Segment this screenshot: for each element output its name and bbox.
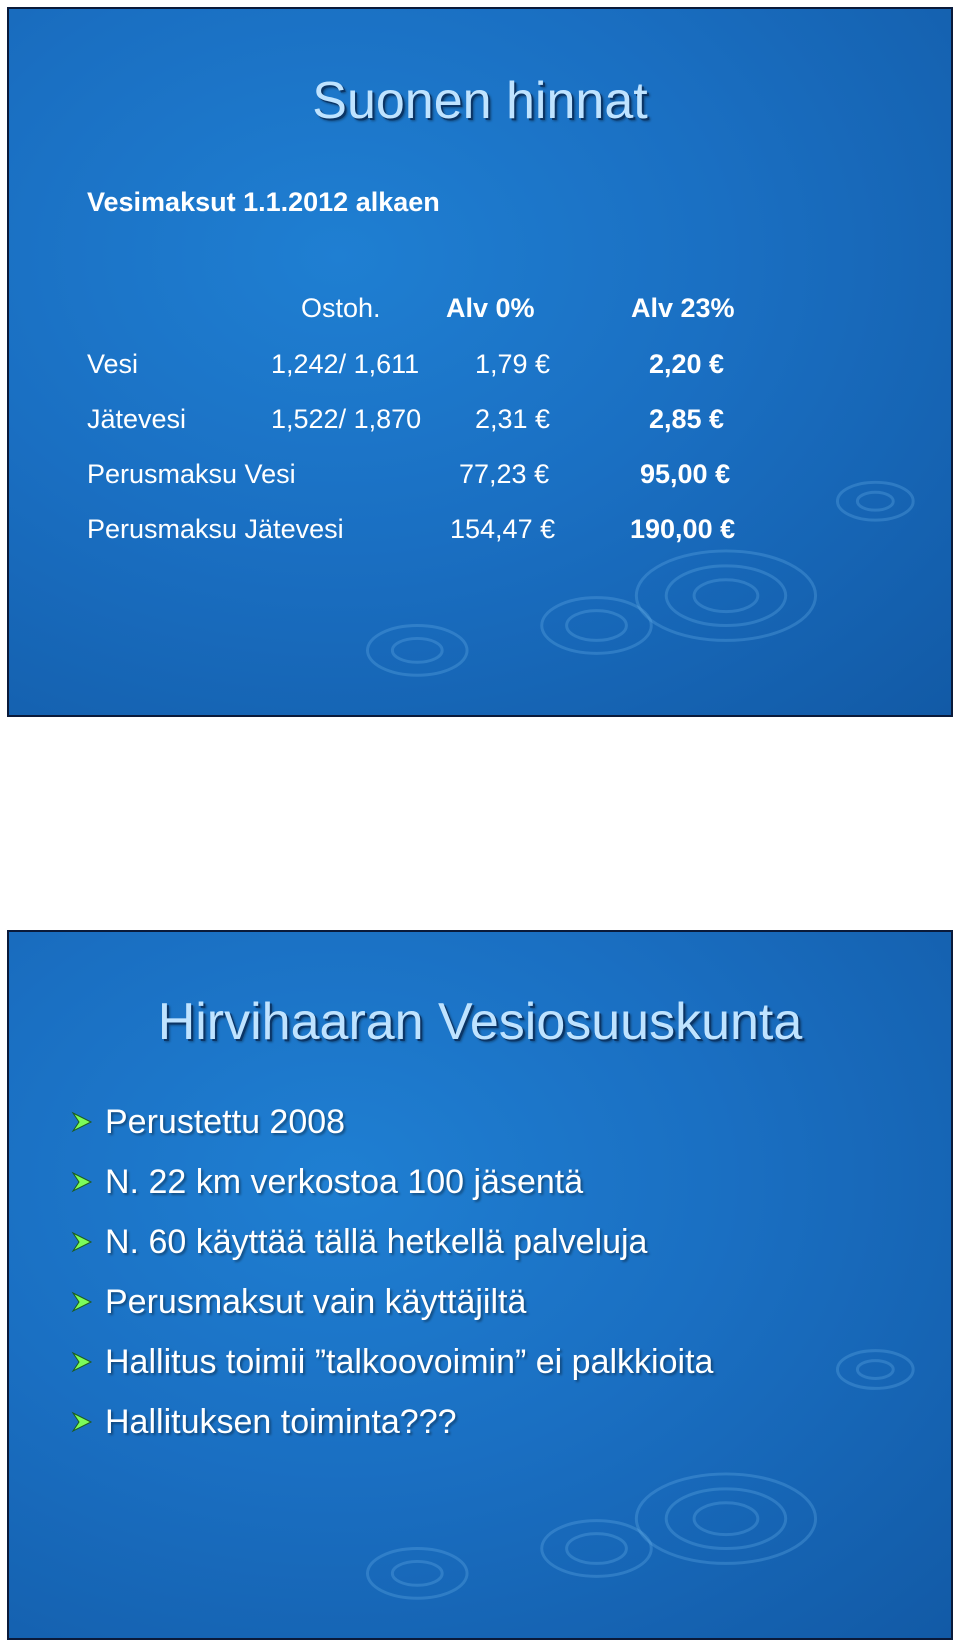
bullet-text: Hallitus toimii ”talkoovoimin” ei palkkioita <box>105 1342 714 1381</box>
slide-hirvihaaran-vesiosuuskunta <box>7 930 953 1640</box>
row-vat0: 2,31 € <box>475 404 551 434</box>
row-name: Perusmaksu Jätevesi <box>87 514 344 544</box>
bullet-text: N. 60 käyttää tällä hetkellä palveluja <box>105 1222 648 1261</box>
arrow-bullet-icon <box>71 1291 93 1313</box>
row-vat0: 154,47 € <box>450 514 556 544</box>
arrow-bullet-icon <box>71 1351 93 1373</box>
row-vat23: 190,00 € <box>630 514 736 544</box>
row-purchase: 1,242/ 1,611 <box>271 349 420 379</box>
row-vat0: 1,79 € <box>475 349 551 379</box>
bullet-text: Hallituksen toiminta??? <box>105 1402 457 1441</box>
list-item <box>71 1092 713 1152</box>
row-vat23: 2,85 € <box>649 404 725 434</box>
header-vat0: Alv 0% <box>446 293 535 323</box>
row-purchase: 1,522/ 1,870 <box>271 404 422 434</box>
header-purchase: Ostoh. <box>301 293 381 323</box>
list-item <box>71 1212 713 1272</box>
row-vat23: 95,00 € <box>640 459 731 489</box>
row-vat23: 2,20 € <box>649 349 725 379</box>
row-vat0: 77,23 € <box>459 459 550 489</box>
subtitle: Vesimaksut 1.1.2012 alkaen <box>87 187 440 217</box>
bullet-text: N. 22 km verkostoa 100 jäsentä <box>105 1162 584 1201</box>
arrow-bullet-icon <box>71 1231 93 1253</box>
header-vat23: Alv 23% <box>631 293 735 323</box>
page-title: Suonen hinnat <box>312 72 648 130</box>
bullet-text: Perusmaksut vain käyttäjiltä <box>105 1282 527 1321</box>
page-title: Hirvihaaran Vesiosuuskunta <box>157 993 803 1051</box>
list-item <box>71 1272 713 1332</box>
slide-suonen-hinnat <box>7 7 953 717</box>
arrow-bullet-icon <box>71 1171 93 1193</box>
list-item <box>71 1152 713 1212</box>
row-name: Vesi <box>87 349 139 379</box>
list-item <box>71 1332 713 1392</box>
row-name: Jätevesi <box>87 404 187 434</box>
row-name: Perusmaksu Vesi <box>87 459 296 489</box>
arrow-bullet-icon <box>71 1111 93 1133</box>
arrow-bullet-icon <box>71 1411 93 1433</box>
list-item <box>71 1392 713 1452</box>
bullet-text: Perustettu 2008 <box>105 1102 346 1141</box>
bullet-list <box>71 1092 713 1452</box>
